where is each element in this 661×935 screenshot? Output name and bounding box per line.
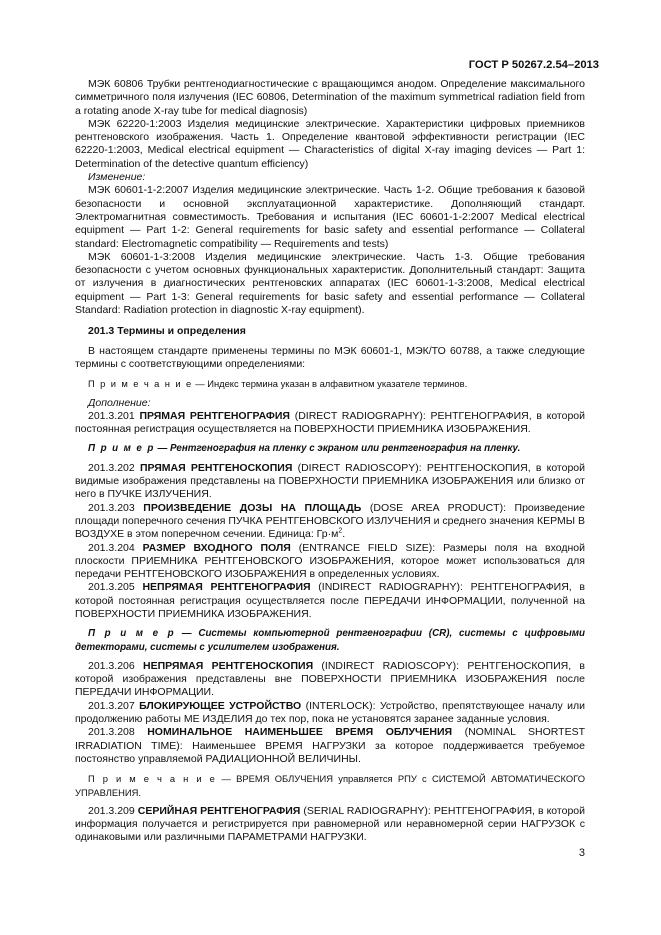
term-number: 201.3.209 — [88, 804, 135, 817]
term-definition: (DIRECT RADIOSCOPY): РЕНТГЕНОСКОПИЯ, в которой видимые изображения представлены на ПОВЕРХНОСТИ ПРИЕМНИКА ИЗОБРАЖЕНИЯ или близко от него в ПУЧКЕ ИЗЛУЧЕНИЯ. — [75, 461, 585, 501]
term-definition: (NOMINAL SHORTEST IRRADIATION TIME): Наименьшее ВРЕМЯ НАГРУЗКИ за которое поддерживается требуемое постоянство управляемой РАДИАЦИОННОЙ ВЕЛИЧИНЫ. — [75, 726, 586, 765]
term-name: СЕРИЙНАЯ РЕНТГЕНОГРАФИЯ — [137, 804, 301, 817]
reference-iec-62220: МЭК 62220-1:2003 Изделия медицинские электрические. Характеристики цифровых приемников рентгеновского изображения. Часть 1. Определение квантовой эффективности регистрации (IEC 62220-1:2003, Medical electrical equipment — Characteristics of digital X-ray imaging devices — Part 1: Determination of the detective quantum efficiency) — [75, 117, 585, 170]
term-name: НОМИНАЛЬНОЕ НАИМЕНЬШЕЕ ВРЕМЯ ОБЛУЧЕНИЯ — [147, 726, 453, 739]
term-207 — [75, 700, 585, 727]
term-definition: (SERIAL RADIOGRAPHY): РЕНТГЕНОГРАФИЯ, в которой информация получается и регистрируется при равномерной или неравномерной серии НАГРУЗОК с одинаковыми или различными ПАРАМЕТРАМИ НАГРУЗКИ. — [75, 804, 585, 844]
note-label: П р и м е ч а н и е — [88, 773, 217, 785]
term-209 — [75, 805, 585, 845]
term-number: 201.3.206 — [88, 659, 135, 672]
term-205 — [75, 581, 585, 621]
reference-iec-60601-1-3: МЭК 60601-1-3:2008 Изделия медицинские электрические. Часть 1-3. Общие требования безопасности с учетом основных функциональных характеристик. Дополнительный стандарт: Защита от излучения в диагностических рентгеновских аппаратах (IEC 60601-1-3:2008, Medical electrical equipment — Part 1-3: General requirements for basic safety and essential performance — Collateral Standard: Radiation protection in diagnostic X-ray equipment). — [75, 250, 585, 317]
intro-paragraph: В настоящем стандарте применены термины по МЭК 60601-1, МЭК/ТО 60788, а также следующие термины с соответствующими определениями: — [75, 344, 585, 370]
term-number: 201.3.203 — [88, 501, 135, 514]
reference-iec-60601-1-2: МЭК 60601-1-2:2007 Изделия медицинские электрические. Часть 1-2. Общие требования к базовой безопасности и основной эксплуатационной характеристике. Дополняющий стандарт. Электромагнитная совместимость. Требования и испытания (IEC 60601-1-2:2007 Medical electrical equipment — Part 1-2: General requirements for basic safety and essential performance — Collateral standard: Electromagnetic compatibility — Requirements and tests) — [75, 184, 585, 250]
example-2-text: — Системы компьютерной рентгенографии (CR), системы с цифровыми детекторами, системы с усилителем изображения. — [75, 628, 585, 653]
term-203 — [75, 502, 585, 542]
term-name: БЛОКИРУЮЩЕЕ УСТРОЙСТВО — [139, 699, 302, 712]
term-number: 201.3.201 — [88, 409, 135, 422]
note-1 — [75, 377, 585, 390]
amendment-label: Изменение: — [88, 171, 146, 184]
example-1 — [75, 442, 585, 455]
example-label: П р и м е р — [88, 443, 155, 455]
term-name: НЕПРЯМАЯ РЕНТГЕНОГРАФИЯ — [142, 581, 311, 594]
term-number: 201.3.208 — [88, 726, 135, 739]
note-label: П р и м е ч а н и е — [88, 378, 193, 390]
addition-label: Дополнение: — [88, 396, 151, 409]
term-definition: (ENTRANCE FIELD SIZE): Размеры поля на входной плоскости ПРИЕМНИКА РЕНТГЕНОВСКОГО ИЗОБРАЖЕНИЯ, которое может использоваться для передачи РЕНТГЕНОВСКОГО ИЗОБРАЖЕНИЯ в определенных условиях. — [75, 541, 585, 581]
document-header: ГОСТ Р 50267.2.54–2013 — [468, 59, 599, 71]
term-name: ПРЯМАЯ РЕНТГЕНОГРАФИЯ — [139, 409, 290, 422]
reference-iec-60806: МЭК 60806 Трубки рентгенодиагностические с вращающимся анодом. Определение максимального симметричного поля излучения (IEC 60806, Determination of the maximum symmetrical radiation field from a rotating anode X-ray tube for medical diagnosis) — [75, 78, 585, 117]
term-204 — [75, 542, 585, 582]
term-number: 201.3.207 — [88, 699, 135, 712]
term-208 — [75, 726, 585, 766]
term-name: ПРЯМАЯ РЕНТГЕНОСКОПИЯ — [139, 461, 293, 474]
term-206 — [75, 660, 585, 700]
term-name: РАЗМЕР ВХОДНОГО ПОЛЯ — [142, 541, 291, 554]
term-202 — [75, 462, 585, 502]
section-title: 201.3 Термины и определения — [88, 325, 246, 338]
term-definition: (INDIRECT RADIOSCOPY): РЕНТГЕНОСКОПИЯ, в которой изображения представлены вне ПОВЕРХНОСТИ ПРИЕМНИКА ИЗОБРАЖЕНИЯ после ПЕРЕДАЧИ ИНФОРМАЦИИ. — [75, 659, 585, 699]
term-name: НЕПРЯМАЯ РЕНТГЕНОСКОПИЯ — [143, 659, 314, 672]
unit-exponent: 2 — [338, 527, 343, 535]
term-number: 201.3.205 — [88, 581, 135, 594]
term-definition: (DOSE AREA PRODUCT): Произведение площади поперечного сечения ПУЧКА РЕНТГЕНОВСКОГО ИЗЛУЧЕНИЯ и среднего значения КЕРМЫ В ВОЗДУХЕ в этом поперечном сечении. Единица: Гр·м — [75, 501, 585, 541]
term-name: ПРОИЗВЕДЕНИЕ ДОЗЫ НА ПЛОЩАДЬ — [143, 501, 362, 514]
term-definition: (INTERLOCK): Устройство, препятствующее началу или продолжению работы МЕ ИЗДЕЛИЯ до тех пор, пока не установятся заранее заданные условия. — [75, 699, 585, 726]
note-2 — [75, 772, 585, 799]
example-2 — [75, 627, 585, 654]
note-1-text: — Индекс термина указан в алфавитном указателе терминов. — [192, 378, 468, 390]
term-number: 201.3.202 — [88, 461, 135, 474]
example-1-text: — Рентгенография на пленку с экраном или рентгенография на пленку. — [154, 443, 521, 455]
term-number: 201.3.204 — [88, 541, 135, 554]
example-label: П р и м е р — [88, 628, 176, 640]
term-definition-end: . — [342, 528, 346, 541]
term-201 — [75, 410, 585, 437]
term-definition: (DIRECT RADIOGRAPHY): РЕНТГЕНОГРАФИЯ, в которой постоянная регистрация осуществляется на ПОВЕРХНОСТИ ПРИЕМНИКА ИЗОБРАЖЕНИЯ. — [75, 409, 586, 436]
term-definition: (INDIRECT RADIOGRAPHY): РЕНТГЕНОГРАФИЯ, в которой постоянная регистрация осуществляется после ПЕРЕДАЧИ ИНФОРМАЦИИ, полученной на ПОВЕРХНОСТИ ПРИЕМНИКА ИЗОБРАЖЕНИЯ. — [75, 581, 586, 620]
note-2-text: — ВРЕМЯ ОБЛУЧЕНИЯ управляется РПУ с СИСТЕМОЙ АВТОМАТИЧЕСКОГО УПРАВЛЕНИЯ. — [75, 773, 585, 798]
page-body — [75, 78, 585, 845]
page-number: 3 — [578, 847, 585, 859]
